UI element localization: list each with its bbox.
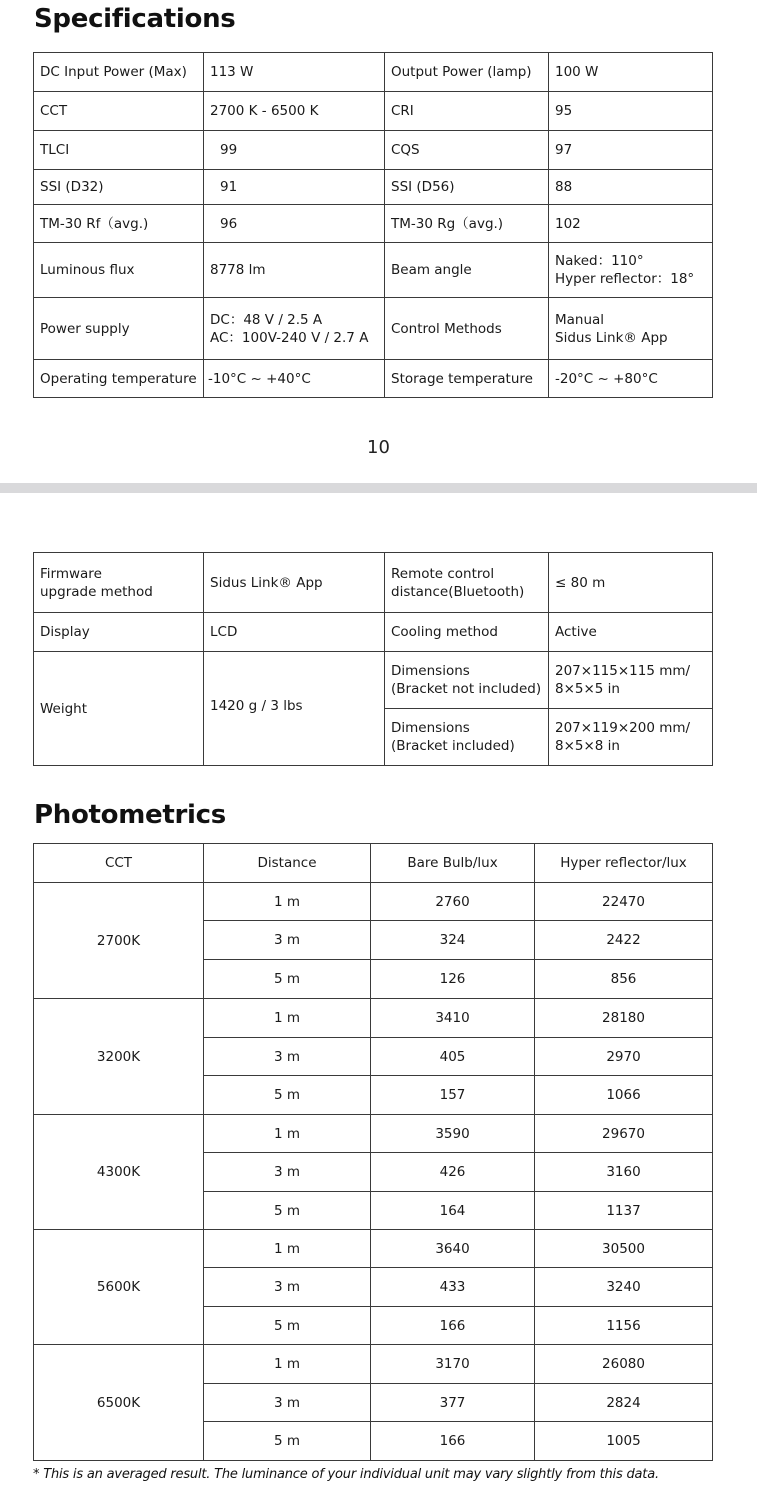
spec-value: 96 — [204, 205, 385, 243]
cct-cell: 6500K — [34, 1345, 204, 1461]
spec-value — [549, 243, 713, 298]
hyper-reflector-cell: 3160 — [535, 1153, 713, 1192]
specifications-table — [33, 52, 713, 398]
spec-label: Output Power (lamp) — [385, 53, 549, 92]
spec-label: TM-30 Rf（avg.) — [34, 205, 204, 243]
column-header-cct: CCT — [34, 844, 204, 883]
bare-bulb-cell: 433 — [371, 1268, 535, 1307]
distance-cell: 1 m — [204, 883, 371, 921]
bare-bulb-cell: 126 — [371, 960, 535, 999]
spec-label-line: Firmware — [40, 565, 102, 582]
column-header-hyper-reflector: Hyper reflector/lux — [535, 844, 713, 883]
spec-value — [549, 709, 713, 766]
distance-cell: 5 m — [204, 1192, 371, 1230]
hyper-reflector-cell: 2422 — [535, 921, 713, 960]
bare-bulb-cell: 377 — [371, 1384, 535, 1422]
hyper-reflector-cell: 1137 — [535, 1192, 713, 1230]
bare-bulb-cell: 166 — [371, 1422, 535, 1461]
spec-label: SSI (D32) — [34, 170, 204, 205]
spec-label: Storage temperature — [385, 360, 549, 398]
distance-cell: 3 m — [204, 1384, 371, 1422]
spec-value-line: 207×115×115 mm/ — [555, 663, 691, 679]
spec-value: LCD — [204, 613, 385, 652]
hyper-reflector-cell: 28180 — [535, 999, 713, 1038]
hyper-reflector-cell: 2970 — [535, 1038, 713, 1076]
page-number: 10 — [367, 437, 390, 458]
spec-value-line: DC：48 V / 2.5 A — [210, 311, 323, 328]
cct-group — [34, 1115, 713, 1230]
bare-bulb-cell: 324 — [371, 921, 535, 960]
hyper-reflector-cell: 1066 — [535, 1076, 713, 1115]
spec-label: Power supply — [34, 298, 204, 360]
table-row — [34, 1345, 713, 1384]
distance-cell: 1 m — [204, 1115, 371, 1153]
spec-value: 95 — [549, 92, 713, 131]
spec-value: Active — [549, 613, 713, 652]
bare-bulb-cell: 3410 — [371, 999, 535, 1038]
spec-row — [34, 553, 713, 613]
bare-bulb-cell: 166 — [371, 1307, 535, 1345]
table-row — [34, 1115, 713, 1153]
hyper-reflector-cell: 1005 — [535, 1422, 713, 1461]
spec-value: 113 W — [204, 53, 385, 92]
hyper-reflector-cell: 856 — [535, 960, 713, 999]
bare-bulb-cell: 426 — [371, 1153, 535, 1192]
spec-value: ≤ 80 m — [549, 553, 713, 613]
bare-bulb-cell: 3590 — [371, 1115, 535, 1153]
hyper-reflector-cell: 22470 — [535, 883, 713, 921]
spec-value: 88 — [549, 170, 713, 205]
distance-cell: 5 m — [204, 1307, 371, 1345]
spec-label: Cooling method — [385, 613, 549, 652]
hyper-reflector-cell: 29670 — [535, 1115, 713, 1153]
spec-row — [34, 360, 713, 398]
specifications-title: Specifications — [34, 4, 236, 34]
cct-cell: 5600K — [34, 1230, 204, 1345]
bare-bulb-cell: 164 — [371, 1192, 535, 1230]
spec-value — [549, 652, 713, 709]
spec-label: SSI (D56) — [385, 170, 549, 205]
distance-cell: 3 m — [204, 1153, 371, 1192]
spec-row — [34, 205, 713, 243]
cct-group — [34, 999, 713, 1115]
page-divider — [0, 483, 757, 493]
column-header-distance: Distance — [204, 844, 371, 883]
footnote: * This is an averaged result. The luminance of your individual unit may vary slightly from this data. — [33, 1467, 659, 1482]
hyper-reflector-cell: 1156 — [535, 1307, 713, 1345]
spec-label: DC Input Power (Max) — [34, 53, 204, 92]
distance-cell: 1 m — [204, 1230, 371, 1268]
spec-label: Operating temperature — [34, 360, 204, 398]
cct-cell: 4300K — [34, 1115, 204, 1230]
hyper-reflector-cell: 26080 — [535, 1345, 713, 1384]
column-header-bare-bulb: Bare Bulb/lux — [371, 844, 535, 883]
hyper-reflector-cell: 3240 — [535, 1268, 713, 1307]
distance-cell: 1 m — [204, 999, 371, 1038]
spec-label: CCT — [34, 92, 204, 131]
spec-label — [385, 652, 549, 709]
spec-row — [34, 298, 713, 360]
cct-group — [34, 1345, 713, 1461]
distance-cell: 3 m — [204, 921, 371, 960]
spec-label: Luminous flux — [34, 243, 204, 298]
spec-label — [385, 709, 549, 766]
spec-value-line: Sidus Link® App — [555, 329, 668, 346]
spec-row — [34, 170, 713, 205]
spec-value: 91 — [204, 170, 385, 205]
spec-value-line: Naked：110° — [555, 253, 644, 269]
cct-cell: 2700K — [34, 883, 204, 999]
table-row — [34, 999, 713, 1038]
cct-cell: 3200K — [34, 999, 204, 1115]
spec-label-line: (Bracket included) — [391, 738, 515, 754]
spec-label-line: distance(Bluetooth) — [391, 583, 525, 600]
bare-bulb-cell: 3640 — [371, 1230, 535, 1268]
hyper-reflector-cell: 30500 — [535, 1230, 713, 1268]
spec-label: TM-30 Rg（avg.) — [385, 205, 549, 243]
spec-label: CRI — [385, 92, 549, 131]
spec-value: Sidus Link® App — [204, 553, 385, 613]
spec-row — [34, 613, 713, 652]
spec-label: CQS — [385, 131, 549, 170]
spec-label: TLCI — [34, 131, 204, 170]
spec-value-line: Hyper reflector：18° — [555, 271, 695, 287]
table-row — [34, 883, 713, 921]
distance-cell: 5 m — [204, 1422, 371, 1461]
spec-value — [204, 298, 385, 360]
distance-cell: 3 m — [204, 1268, 371, 1307]
photometrics-table — [33, 843, 713, 1461]
photometrics-header-row — [34, 844, 713, 883]
spec-label-line: Remote control — [391, 565, 495, 582]
spec-row — [34, 131, 713, 170]
spec-label — [34, 553, 204, 613]
bare-bulb-cell: 3170 — [371, 1345, 535, 1384]
distance-cell: 5 m — [204, 1076, 371, 1115]
spec-value-line: 8×5×8 in — [555, 738, 620, 754]
spec-label-line: (Bracket not included) — [391, 681, 542, 697]
spec-value: -10°C ~ +40°C — [204, 360, 385, 398]
spec-label-line: upgrade method — [40, 583, 153, 600]
spec-label: Weight — [34, 652, 204, 766]
spec-row — [34, 243, 713, 298]
hyper-reflector-cell: 2824 — [535, 1384, 713, 1422]
spec-value: 8778 lm — [204, 243, 385, 298]
spec-label: Control Methods — [385, 298, 549, 360]
spec-label-line: Dimensions — [391, 720, 470, 736]
spec-value: -20°C ~ +80°C — [549, 360, 713, 398]
spec-row — [34, 652, 713, 709]
distance-cell: 1 m — [204, 1345, 371, 1384]
spec-label: Display — [34, 613, 204, 652]
spec-value: 102 — [549, 205, 713, 243]
cct-group — [34, 883, 713, 999]
cct-group — [34, 1230, 713, 1345]
spec-value: 97 — [549, 131, 713, 170]
spec-value-line: Manual — [555, 311, 605, 328]
spec-row — [34, 53, 713, 92]
spec-value: 100 W — [549, 53, 713, 92]
spec-label — [385, 553, 549, 613]
spec-value-line: AC：100V-240 V / 2.7 A — [210, 329, 369, 346]
specifications-table-continued — [33, 552, 713, 766]
spec-value-line: 207×119×200 mm/ — [555, 720, 691, 736]
distance-cell: 5 m — [204, 960, 371, 999]
spec-value: 99 — [204, 131, 385, 170]
photometrics-title: Photometrics — [34, 800, 226, 830]
spec-label: Beam angle — [385, 243, 549, 298]
bare-bulb-cell: 405 — [371, 1038, 535, 1076]
spec-row — [34, 92, 713, 131]
table-row — [34, 1230, 713, 1268]
bare-bulb-cell: 2760 — [371, 883, 535, 921]
distance-cell: 3 m — [204, 1038, 371, 1076]
spec-value: 1420 g / 3 lbs — [204, 652, 385, 766]
spec-label-line: Dimensions — [391, 663, 470, 679]
spec-value — [549, 298, 713, 360]
spec-value: 2700 K - 6500 K — [204, 92, 385, 131]
spec-value-line: 8×5×5 in — [555, 681, 620, 697]
bare-bulb-cell: 157 — [371, 1076, 535, 1115]
